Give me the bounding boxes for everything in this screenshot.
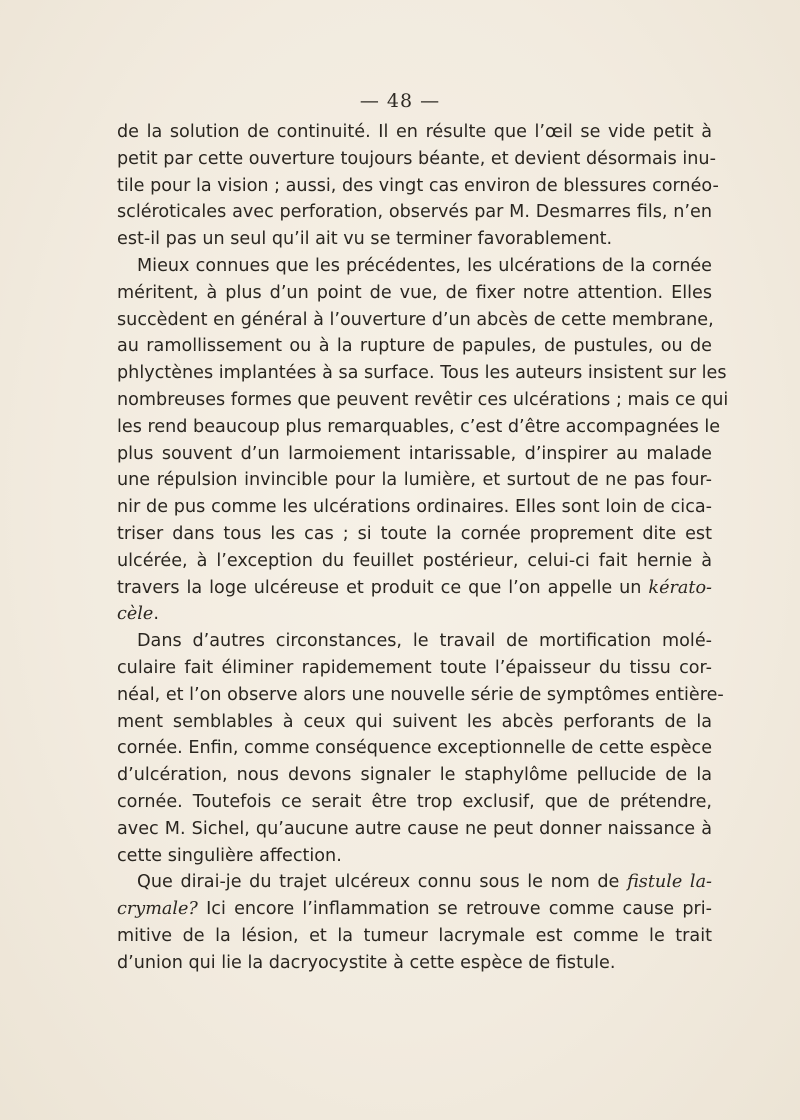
- page-number: — 48 —: [359, 90, 441, 112]
- text-line: [117, 521, 712, 548]
- text-line-content: Que dirai-je du trajet ulcéreux connu sous le nom de: [137, 872, 628, 893]
- text-line: [117, 896, 712, 923]
- text-line: [117, 548, 712, 575]
- text-line-content: travers la loge ulcéreuse et produit ce que l’on appelle un: [117, 577, 649, 598]
- body-text: [117, 119, 729, 977]
- text-line: [117, 253, 712, 280]
- text-line: [117, 226, 712, 253]
- text-line-content: de la solution de continuité. Il en résulte que l’œil se vide petit à: [117, 122, 712, 142]
- text-line-content: avec M. Sichel, qu’aucune autre cause ne peut donner naissance à: [117, 818, 712, 839]
- text-line-content: nombreuses formes que peuvent revêtir ces ulcérations ; mais ce qui: [117, 389, 729, 410]
- text-line: [117, 494, 712, 521]
- text-line-content: triser dans tous les cas ; si toute la cornée proprement dite est: [117, 523, 712, 544]
- text-line-content: d’union qui lie la dacryocystite à cette espèce de fistule.: [117, 952, 616, 973]
- text-line-content: plus souvent d’un larmoiement intarissable, d’inspirer au malade: [117, 443, 712, 464]
- text-line-content: les rend beaucoup plus remarquables, c’est d’être accompagnées le: [117, 416, 721, 437]
- text-line-content: cornée. Toutefois ce serait être trop exclusif, que de prétendre,: [117, 791, 712, 812]
- text-line: [117, 307, 712, 334]
- text-line: [117, 280, 712, 307]
- text-line: [117, 575, 712, 602]
- text-line: [117, 199, 712, 226]
- text-line: [117, 843, 712, 870]
- text-line: [117, 333, 712, 360]
- text-line: [117, 709, 712, 736]
- text-line: [117, 173, 719, 200]
- text-line-content: ment semblables à ceux qui suivent les abcès perforants de la: [117, 711, 712, 732]
- text-line-content: scléroticales avec perforation, observés par M. Desmarres fils, n’en: [117, 202, 712, 223]
- text-line-content: est-il pas un seul qu’il ait vu se terminer favorablement.: [117, 229, 613, 250]
- text-line: [117, 414, 721, 441]
- text-line: [117, 869, 712, 896]
- text-line-content: ulcérée, à l’exception du feuillet postérieur, celui-ci fait hernie à: [117, 550, 712, 571]
- text-line: [117, 360, 727, 387]
- text-line-content: une répulsion invincible pour la lumière, et surtout de ne pas four-: [117, 470, 712, 491]
- text-line: [117, 628, 712, 655]
- text-line: [117, 762, 712, 789]
- italic-term: kérato-: [648, 577, 712, 598]
- text-line-content: cornée. Enfin, comme conséquence exceptionnelle de cette espèce: [117, 738, 713, 759]
- text-line: [117, 789, 712, 816]
- text-line-content: nir de pus comme les ulcérations ordinaires. Elles sont loin de cica-: [117, 497, 712, 518]
- text-line: [117, 816, 712, 843]
- text-line: [117, 923, 712, 950]
- text-line-continuation: Ici encore l’inflammation se retrouve comme cause pri-: [197, 899, 712, 920]
- text-line-content: au ramollissement ou à la rupture de papules, de pustules, ou de: [117, 336, 712, 357]
- text-line-content: mitive de la lésion, et la tumeur lacrymale est comme le trait: [117, 925, 712, 946]
- italic-term: cèle: [117, 604, 154, 625]
- italic-term: fistule la-: [627, 872, 712, 893]
- text-line: [117, 119, 712, 146]
- text-line-content: néal, et l’on observe alors une nouvelle série de symptômes entière-: [117, 684, 724, 705]
- text-line: [117, 655, 712, 682]
- text-line-content: Dans d’autres circonstances, le travail de mortification molé-: [137, 631, 712, 652]
- text-line-content: culaire fait éliminer rapidemement toute l’épaisseur du tissu cor-: [117, 657, 712, 678]
- text-line: [117, 735, 712, 762]
- text-line-content: tile pour la vision ; aussi, des vingt cas environ de blessures cornéo-: [117, 175, 719, 196]
- text-line: [117, 601, 712, 628]
- text-line-content: méritent, à plus d’un point de vue, de fixer notre attention. Elles: [117, 282, 712, 303]
- text-line-content: Mieux connues que les précédentes, les ulcérations de la cornée: [137, 255, 712, 276]
- italic-term: crymale?: [117, 899, 198, 920]
- text-line: [117, 387, 729, 414]
- text-line: [117, 146, 716, 173]
- text-line-content: cette singulière affection.: [117, 845, 342, 866]
- text-line: [117, 467, 712, 494]
- text-line: [117, 682, 724, 709]
- text-line-content: d’ulcération, nous devons signaler le staphylôme pellucide de la: [117, 765, 712, 786]
- text-line-content: phlyctènes implantées à sa surface. Tous les auteurs insistent sur les: [117, 363, 727, 384]
- text-line: [117, 950, 712, 977]
- text-line-continuation: .: [153, 604, 159, 625]
- text-line: [117, 441, 712, 468]
- text-line-content: succèdent en général à l’ouverture d’un abcès de cette membrane,: [117, 309, 714, 330]
- text-line-content: petit par cette ouverture toujours béante, et devient désormais inu-: [117, 148, 716, 169]
